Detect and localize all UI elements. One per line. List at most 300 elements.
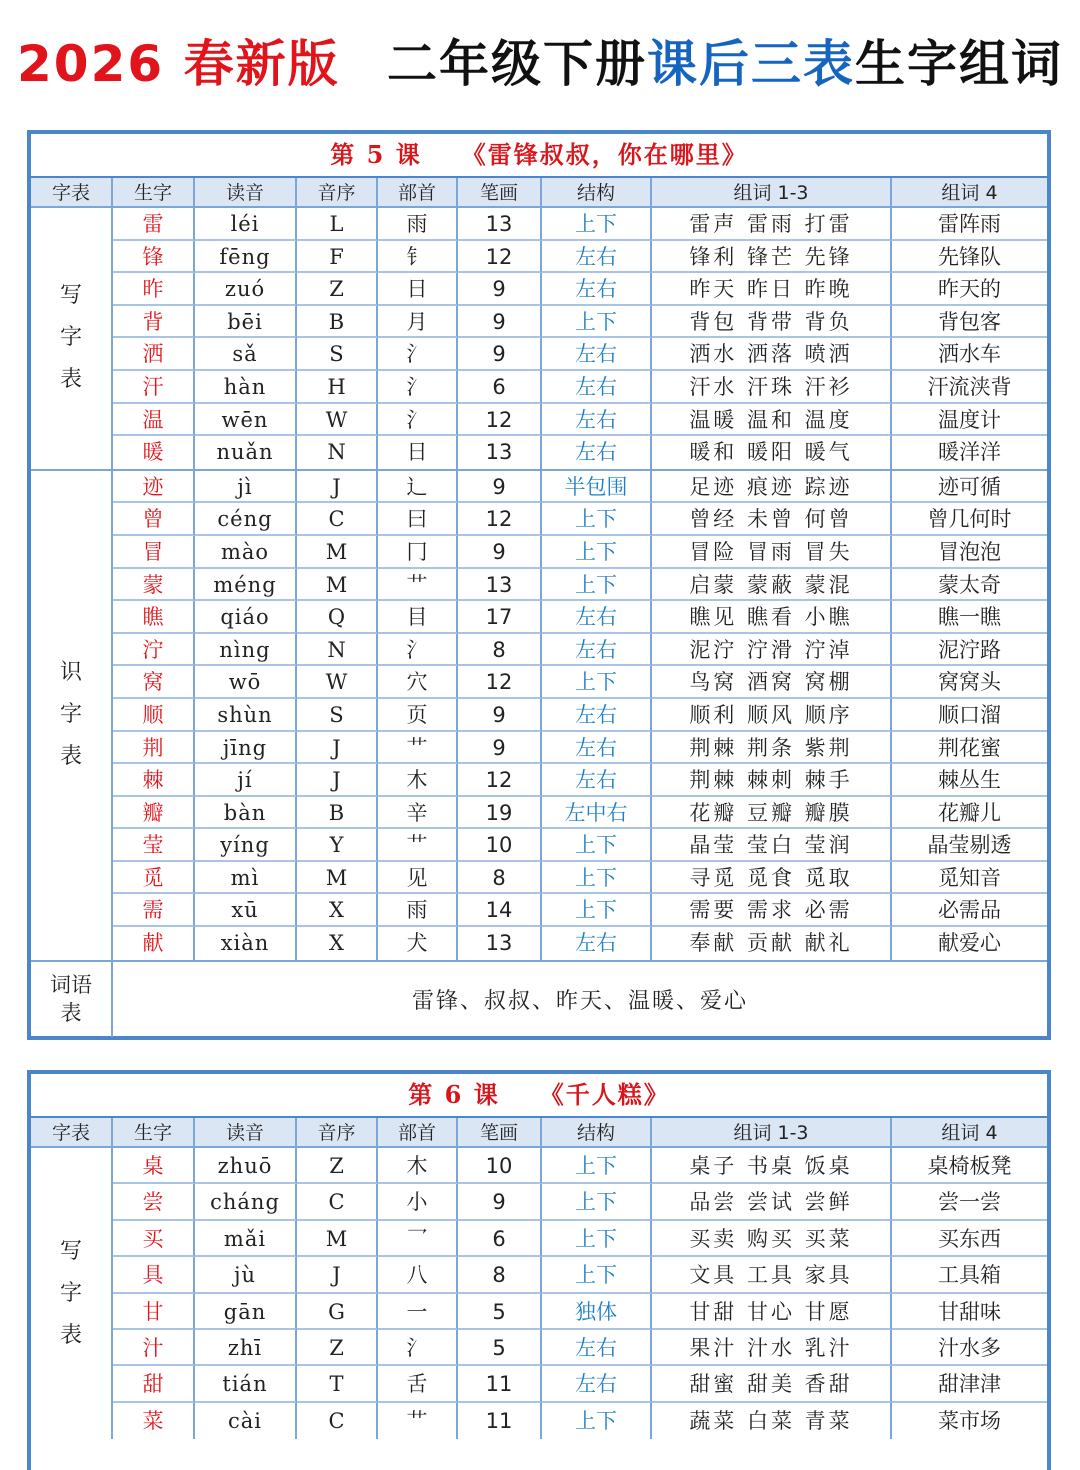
col-header-initial: 音序: [297, 1118, 378, 1148]
table-row: [113, 829, 1047, 862]
structure-cell: 上下: [542, 666, 652, 699]
strokes-cell: 17: [458, 601, 542, 634]
words-cell: 暖和 暖阳 暖气: [652, 436, 892, 469]
section-write: [31, 1148, 1047, 1439]
structure-cell: 左右: [542, 634, 652, 667]
pinyin-cell: zhī: [195, 1330, 297, 1366]
pinyin-cell: wō: [195, 666, 297, 699]
vocab-label: [31, 962, 113, 1037]
lesson-heading: [31, 1074, 1047, 1118]
words-cell: 雷声 雷雨 打雷: [652, 208, 892, 241]
char-cell: 莹: [113, 829, 195, 862]
column-header-row: [31, 1118, 1047, 1148]
structure-cell: 左右: [542, 732, 652, 765]
radical-cell: 氵: [378, 338, 458, 371]
structure-cell: 上下: [542, 503, 652, 536]
radical-cell: 艹: [378, 732, 458, 765]
pinyin-cell: jí: [195, 764, 297, 797]
pinyin-cell: shùn: [195, 699, 297, 732]
initial-cell: W: [297, 666, 378, 699]
radical-cell: 氵: [378, 404, 458, 437]
col-header-radical: 部首: [378, 1118, 458, 1148]
pinyin-cell: jīng: [195, 732, 297, 765]
radical-cell: 曰: [378, 503, 458, 536]
initial-cell: Y: [297, 829, 378, 862]
strokes-cell: 6: [458, 1221, 542, 1257]
section-label-char: 表: [59, 1322, 82, 1348]
strokes-cell: 9: [458, 699, 542, 732]
strokes-cell: 9: [458, 471, 542, 504]
pinyin-cell: mǎi: [195, 1221, 297, 1257]
lesson-number: 第 6 课: [408, 1080, 500, 1109]
word4-cell: 背包客: [892, 306, 1047, 339]
word4-cell: 甘甜味: [892, 1294, 1047, 1330]
initial-cell: N: [297, 436, 378, 469]
pinyin-cell: wēn: [195, 404, 297, 437]
structure-cell: 上下: [542, 894, 652, 927]
words-cell: 瞧见 瞧看 小瞧: [652, 601, 892, 634]
word4-cell: 棘丛生: [892, 764, 1047, 797]
pinyin-cell: bēi: [195, 306, 297, 339]
words-cell: 需要 需求 必需: [652, 894, 892, 927]
word4-cell: 蒙太奇: [892, 569, 1047, 602]
char-cell: 具: [113, 1257, 195, 1293]
word4-cell: 甜津津: [892, 1366, 1047, 1402]
word4-cell: 工具箱: [892, 1257, 1047, 1293]
char-cell: 买: [113, 1221, 195, 1257]
word4-cell: 顺口溜: [892, 699, 1047, 732]
char-cell: 甘: [113, 1294, 195, 1330]
word4-cell: 迹可循: [892, 471, 1047, 504]
radical-cell: 日: [378, 436, 458, 469]
pinyin-cell: jì: [195, 471, 297, 504]
char-cell: 瓣: [113, 797, 195, 830]
table-row: [113, 797, 1047, 830]
table-row: [113, 1221, 1047, 1257]
lesson-name: 《雷锋叔叔，你在哪里》: [461, 140, 748, 169]
strokes-cell: 19: [458, 797, 542, 830]
words-cell: 荆棘 棘刺 棘手: [652, 764, 892, 797]
col-header-words: 组词 1-3: [652, 178, 892, 208]
words-cell: 足迹 痕迹 踪迹: [652, 471, 892, 504]
structure-cell: 左右: [542, 699, 652, 732]
char-cell: 蒙: [113, 569, 195, 602]
pinyin-cell: cháng: [195, 1184, 297, 1220]
initial-cell: S: [297, 699, 378, 732]
pinyin-cell: xū: [195, 894, 297, 927]
pinyin-cell: nuǎn: [195, 436, 297, 469]
words-cell: 品尝 尝试 尝鲜: [652, 1184, 892, 1220]
word4-cell: 献爱心: [938, 931, 1001, 956]
word4-cell: 菜市场: [938, 1408, 1001, 1433]
col-header-structure: 结构: [542, 178, 652, 208]
word4-cell: 桌椅板凳: [892, 1148, 1047, 1184]
table-row: [113, 306, 1047, 339]
words-cell: 启蒙 蒙蔽 蒙混: [652, 569, 892, 602]
table-row: [113, 503, 1047, 536]
table-row: [113, 634, 1047, 667]
col-header-pinyin: 读音: [195, 178, 297, 208]
section-label-char: 识: [59, 660, 82, 686]
radical-cell: 冂: [378, 536, 458, 569]
structure-cell: 左右: [542, 371, 652, 404]
initial-cell: X: [297, 894, 378, 927]
words-cell: 泥泞 泞滑 泞淖: [652, 634, 892, 667]
pinyin-cell: tián: [195, 1366, 297, 1402]
word4-cell: 昨天的: [892, 273, 1047, 306]
char-cell: 汁: [113, 1330, 195, 1366]
table-row: [113, 569, 1047, 602]
radical-cell: 月: [378, 306, 458, 339]
structure-cell: 左右: [542, 1366, 652, 1402]
words-cell: 奉献 贡献 献礼: [652, 927, 892, 960]
table-row: [113, 1257, 1047, 1293]
char-cell: 献: [113, 927, 195, 960]
section-label-char: 写: [59, 283, 82, 309]
radical-cell: 氵: [378, 1330, 458, 1366]
col-header-word4: 组词 4: [892, 1118, 1047, 1148]
words-cell: 鸟窝 酒窝 窝棚: [652, 666, 892, 699]
pinyin-cell: céng: [195, 503, 297, 536]
strokes-cell: 9: [458, 732, 542, 765]
structure-cell: 上下: [542, 1148, 652, 1184]
radical-cell: 小: [378, 1184, 458, 1220]
char-cell: 瞧: [113, 601, 195, 634]
section-label-char: 字: [59, 325, 82, 351]
strokes-cell: 12: [458, 241, 542, 274]
words-cell: 背包 背带 背负: [652, 306, 892, 339]
structure-cell: 独体: [542, 1294, 652, 1330]
table-row: [113, 338, 1047, 371]
pinyin-cell: léi: [195, 208, 297, 241]
initial-cell: S: [297, 338, 378, 371]
col-header-char: 生字: [113, 178, 195, 208]
strokes-cell: 14: [458, 894, 542, 927]
initial-cell: B: [297, 306, 378, 339]
table-row: [113, 241, 1047, 274]
initial-cell: J: [297, 471, 378, 504]
radical-cell: 木: [378, 764, 458, 797]
words-cell: 蔬菜 白菜 青菜: [652, 1403, 892, 1439]
structure-cell: 左右: [542, 927, 652, 960]
initial-cell: N: [297, 634, 378, 667]
initial-cell: M: [297, 536, 378, 569]
words-cell: 顺利 顺风 顺序: [652, 699, 892, 732]
vocab-label-line: 表: [60, 1001, 82, 1026]
strokes-cell: 13: [458, 208, 542, 241]
radical-cell: 犬: [378, 927, 458, 960]
col-header-char: 生字: [113, 1118, 195, 1148]
initial-cell: L: [297, 208, 378, 241]
col-header-structure: 结构: [542, 1118, 652, 1148]
radical-cell: 辛: [378, 797, 458, 830]
structure-cell: 上下: [542, 862, 652, 895]
words-cell: 桌子 书桌 饭桌: [652, 1148, 892, 1184]
structure-cell: 上下: [542, 306, 652, 339]
lesson-5-table: [27, 130, 1051, 1040]
radical-cell: 见: [378, 862, 458, 895]
initial-cell: J: [297, 764, 378, 797]
pinyin-cell: xiàn: [195, 927, 297, 960]
lesson-6-table: [27, 1070, 1051, 1470]
char-cell: 觅: [113, 862, 195, 895]
pinyin-cell: fēng: [195, 241, 297, 274]
radical-cell: 穴: [378, 666, 458, 699]
initial-cell: W: [297, 404, 378, 437]
table-row: [113, 208, 1047, 241]
vocab-label-line: 词语: [50, 973, 92, 998]
structure-cell: 上下: [542, 1184, 652, 1220]
char-cell: 洒: [113, 338, 195, 371]
radical-cell: 乛: [378, 1221, 458, 1257]
table-row: [113, 1148, 1047, 1184]
structure-cell: 上下: [542, 1221, 652, 1257]
pinyin-cell: cài: [195, 1403, 297, 1439]
section-label-char: 字: [59, 1280, 82, 1306]
initial-cell: M: [297, 1221, 378, 1257]
strokes-cell: 8: [458, 862, 542, 895]
words-cell: 寻觅 觅食 觅取: [652, 862, 892, 895]
structure-cell: 左右: [542, 338, 652, 371]
section-label: [31, 208, 113, 469]
vocab-words: 雷锋、叔叔、昨天、温暖、爱心: [411, 988, 748, 1014]
initial-cell: J: [297, 1257, 378, 1293]
initial-cell: J: [297, 732, 378, 765]
strokes-cell: 8: [458, 1257, 542, 1293]
char-cell: 锋: [113, 241, 195, 274]
initial-cell: T: [297, 1366, 378, 1402]
char-cell: 背: [113, 306, 195, 339]
table-row: [113, 601, 1047, 634]
pinyin-cell: yíng: [195, 829, 297, 862]
initial-cell: C: [297, 503, 378, 536]
table-row: [113, 1366, 1047, 1402]
radical-cell: 雨: [378, 208, 458, 241]
initial-cell: Q: [297, 601, 378, 634]
table-row: [113, 404, 1047, 437]
initial-cell: Z: [297, 1330, 378, 1366]
pinyin-cell: nìng: [195, 634, 297, 667]
word4-cell: 暖洋洋: [938, 440, 1001, 465]
strokes-cell: 13: [458, 927, 542, 960]
char-cell: 泞: [113, 634, 195, 667]
radical-cell: 一: [378, 1294, 458, 1330]
initial-cell: G: [297, 1294, 378, 1330]
col-header-word4: 组词 4: [892, 178, 1047, 208]
structure-cell: 左右: [542, 273, 652, 306]
strokes-cell: 10: [458, 1148, 542, 1184]
strokes-cell: 5: [458, 1330, 542, 1366]
char-cell: 窝: [113, 666, 195, 699]
table-row: [113, 699, 1047, 732]
table-row: [113, 732, 1047, 765]
pinyin-cell: qiáo: [195, 601, 297, 634]
radical-cell: 辶: [378, 471, 458, 504]
char-cell: 需: [113, 894, 195, 927]
initial-cell: X: [297, 927, 378, 960]
structure-cell: 左中右: [542, 797, 652, 830]
word4-cell: 冒泡泡: [892, 536, 1047, 569]
radical-cell: 氵: [378, 634, 458, 667]
char-cell: 雷: [113, 208, 195, 241]
radical-cell: 目: [378, 601, 458, 634]
strokes-cell: 13: [458, 569, 542, 602]
table-row: [113, 894, 1047, 927]
word4-cell: 温度计: [892, 404, 1047, 437]
section-write: [31, 208, 1047, 471]
page-title: [0, 0, 1080, 128]
initial-cell: F: [297, 241, 378, 274]
radical-cell: 艹: [378, 829, 458, 862]
word4-cell: 窝窝头: [892, 666, 1047, 699]
table-row: [113, 764, 1047, 797]
char-cell: 桌: [113, 1148, 195, 1184]
words-cell: 昨天 昨日 昨晚: [652, 273, 892, 306]
section-label-char: 写: [59, 1238, 82, 1264]
radical-cell: 雨: [378, 894, 458, 927]
initial-cell: B: [297, 797, 378, 830]
col-header-table: 字表: [31, 178, 113, 208]
structure-cell: 左右: [542, 404, 652, 437]
word4-cell: 泥泞路: [892, 634, 1047, 667]
title-grade: 二年级下册: [387, 35, 647, 93]
words-cell: 冒险 冒雨 冒失: [652, 536, 892, 569]
strokes-cell: 12: [458, 503, 542, 536]
section-label-char: 表: [59, 367, 82, 393]
words-cell: 荆棘 荆条 紫荆: [652, 732, 892, 765]
strokes-cell: 12: [458, 404, 542, 437]
words-cell: 曾经 未曾 何曾: [652, 503, 892, 536]
table-row: [113, 1330, 1047, 1366]
radical-cell: 日: [378, 273, 458, 306]
words-cell: 汗水 汗珠 汗衫: [652, 371, 892, 404]
section-rows: [113, 208, 1047, 469]
strokes-cell: 9: [458, 306, 542, 339]
initial-cell: Z: [297, 1148, 378, 1184]
title-subject: 生字组词: [855, 35, 1063, 93]
structure-cell: 左右: [542, 436, 652, 469]
word4-cell: 买东西: [892, 1221, 1047, 1257]
pinyin-cell: hàn: [195, 371, 297, 404]
strokes-cell: 10: [458, 829, 542, 862]
initial-cell: M: [297, 569, 378, 602]
word4-cell: 花瓣儿: [892, 797, 1047, 830]
section-label-char: 字: [59, 702, 82, 728]
word4-cell: 瞧一瞧: [892, 601, 1047, 634]
structure-cell: 左右: [542, 601, 652, 634]
title-edition: 2026 春新版: [17, 35, 340, 93]
char-cell: 迹: [113, 471, 195, 504]
table-row: [113, 1403, 1047, 1439]
word4-cell: 汗流浃背: [892, 371, 1047, 404]
initial-cell: C: [297, 1403, 378, 1439]
word4-cell: 尝一尝: [892, 1184, 1047, 1220]
char-cell: 棘: [113, 764, 195, 797]
word4-cell: 必需品: [892, 894, 1047, 927]
words-cell: 花瓣 豆瓣 瓣膜: [652, 797, 892, 830]
word4-cell: 觅知音: [892, 862, 1047, 895]
word4-cell: 晶莹剔透: [892, 829, 1047, 862]
word4-cell: 荆花蜜: [892, 732, 1047, 765]
section-recognize: [31, 471, 1047, 962]
char-cell: 汗: [113, 371, 195, 404]
words-cell: 果汁 汁水 乳汁: [652, 1330, 892, 1366]
strokes-cell: 8: [458, 634, 542, 667]
strokes-cell: 9: [458, 338, 542, 371]
pinyin-cell: zhuō: [195, 1148, 297, 1184]
words-cell: 晶莹 莹白 莹润: [652, 829, 892, 862]
strokes-cell: 9: [458, 536, 542, 569]
section-rows: [113, 1148, 1047, 1439]
word4-cell: 雷阵雨: [892, 208, 1047, 241]
section-label-char: 表: [59, 744, 82, 770]
pinyin-cell: gān: [195, 1294, 297, 1330]
pinyin-cell: mào: [195, 536, 297, 569]
pinyin-cell: bàn: [195, 797, 297, 830]
initial-cell: C: [297, 1184, 378, 1220]
col-header-table: 字表: [31, 1118, 113, 1148]
column-header-row: [31, 178, 1047, 208]
strokes-cell: 9: [458, 1184, 542, 1220]
char-cell: 尝: [113, 1184, 195, 1220]
char-cell: 暖: [113, 436, 195, 469]
pinyin-cell: mì: [195, 862, 297, 895]
structure-cell: 左右: [542, 241, 652, 274]
table-row: [113, 436, 1047, 469]
words-cell: 甘甜 甘心 甘愿: [652, 1294, 892, 1330]
structure-cell: 半包围: [542, 471, 652, 504]
radical-cell: 氵: [378, 371, 458, 404]
lesson-name: 《千人糕》: [539, 1080, 670, 1109]
table-row: [113, 471, 1047, 504]
radical-cell: 木: [378, 1148, 458, 1184]
word4-cell: 曾几何时: [892, 503, 1047, 536]
strokes-cell: 5: [458, 1294, 542, 1330]
word4-cell: 洒水车: [892, 338, 1047, 371]
words-cell: 买卖 购买 买菜: [652, 1221, 892, 1257]
structure-cell: 上下: [542, 536, 652, 569]
table-row: [113, 273, 1047, 306]
structure-cell: 左右: [542, 1330, 652, 1366]
col-header-pinyin: 读音: [195, 1118, 297, 1148]
structure-cell: 上下: [542, 1403, 652, 1439]
initial-cell: M: [297, 862, 378, 895]
char-cell: 冒: [113, 536, 195, 569]
table-row: [113, 371, 1047, 404]
structure-cell: 上下: [542, 569, 652, 602]
radical-cell: 艹: [378, 569, 458, 602]
strokes-cell: 9: [458, 273, 542, 306]
initial-cell: H: [297, 371, 378, 404]
char-cell: 甜: [113, 1366, 195, 1402]
char-cell: 菜: [113, 1403, 195, 1439]
radical-cell: 艹: [378, 1403, 458, 1439]
table-row: [113, 536, 1047, 569]
radical-cell: 舌: [378, 1366, 458, 1402]
section-label: [31, 471, 113, 960]
col-header-strokes: 笔画: [458, 178, 542, 208]
section-rows: [113, 471, 1047, 960]
word4-cell: 先锋队: [892, 241, 1047, 274]
words-cell: 甜蜜 甜美 香甜: [652, 1366, 892, 1402]
table-row: [113, 666, 1047, 699]
section-label: [31, 1148, 113, 1439]
structure-cell: 上下: [542, 829, 652, 862]
col-header-initial: 音序: [297, 178, 378, 208]
pinyin-cell: sǎ: [195, 338, 297, 371]
strokes-cell: 12: [458, 764, 542, 797]
words-cell: 温暖 温和 温度: [652, 404, 892, 437]
